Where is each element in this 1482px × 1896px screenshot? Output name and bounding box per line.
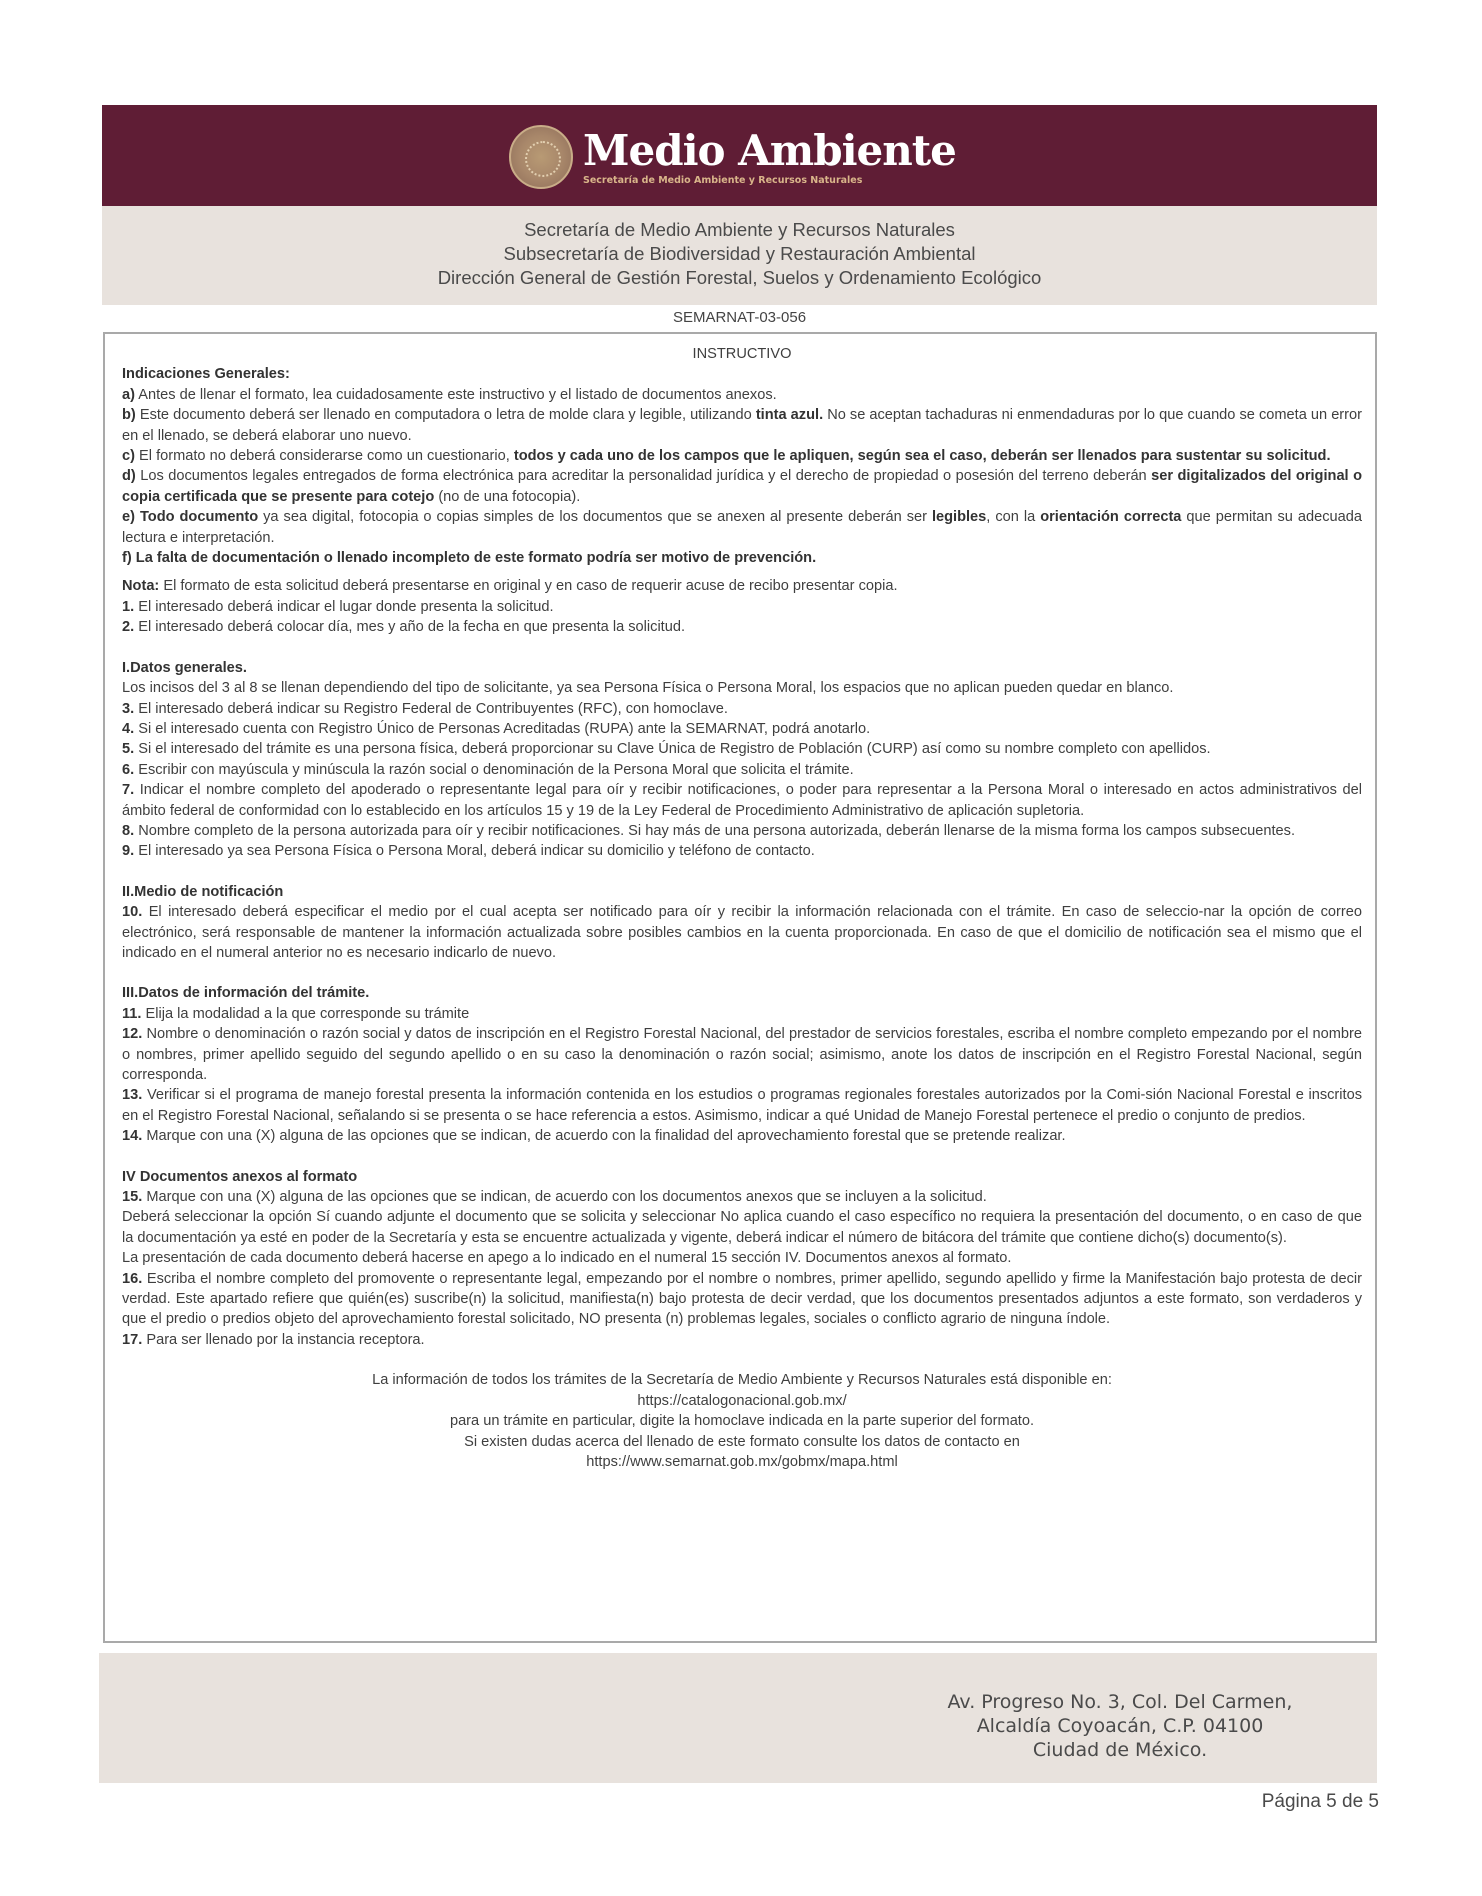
list-item: 10. El interesado deberá especificar el medio por el cual acepta ser notificado para oír y recibir la información relacionada con el trámite. En caso de seleccio-nar la opción de correo electrónico, será responsable de mantener la información actualizada sobre posibles cambios en la cuenta proporcionada. En caso de que el domicilio de notificación sea el mismo que el indicado en el numeral anterior no es necesario indicarlo de nuevo. — [122, 904, 1362, 961]
section4-paragraph: La presentación de cada documento deberá hacerse en apego a lo indicado en el numeral 15 sección IV. Documentos anexos al formato. — [122, 1250, 1012, 1267]
closing-line: Si existen dudas acerca del llenado de este formato consulte los datos de contacto en — [464, 1433, 1020, 1450]
list-item: 1. El interesado deberá indicar el lugar donde presenta la solicitud. — [122, 598, 554, 615]
medio-ambiente-logo — [509, 125, 956, 189]
section-heading-datos-tramite: III.Datos de información del trámite. — [122, 985, 370, 1002]
list-item: 13. Verificar si el programa de manejo forestal presenta la información contenida en los estudios o programas regionales forestales autorizados por la Comi-sión Nacional Forestal e inscritos en el Registro Forestal Nacional, señalando si se presenta o se hace referencia a estos. Asimismo, indicar a qué Unidad de Manejo Forestal pertenece el predio o conjunto de predios. — [122, 1087, 1362, 1124]
catalogo-link[interactable]: https://catalogonacional.gob.mx/ — [637, 1392, 847, 1409]
section-heading-documentos-anexos: IV Documentos anexos al formato — [122, 1168, 358, 1185]
general-item-d: d) Los documentos legales entregados de forma electrónica para acreditar la personalidad jurídica y el derecho de propiedad o posesión del terreno deberán ser digitalizados del original o copia certificada que se presente para cotejo (no de una fotocopia). — [122, 468, 1362, 505]
footer-address — [920, 1690, 1320, 1762]
homoclave: SEMARNAT-03-056 — [672, 309, 807, 326]
list-item: 8. Nombre completo de la persona autorizada para oír y recibir notificaciones. Si hay más de una persona autorizada, deberán llenarse de la misma forma los campos subsecuentes. — [122, 822, 1295, 839]
list-item: 11. Elija la modalidad a la que corresponde su trámite — [122, 1005, 470, 1022]
closing-line: para un trámite en particular, digite la homoclave indicada en la parte superior del formato. — [449, 1413, 1035, 1430]
dept-line-direccion: Dirección General de Gestión Forestal, Suelos y Ordenamiento Ecológico — [437, 267, 1042, 288]
list-item: 9. El interesado ya sea Persona Física o Persona Moral, deberá indicar su domicilio y teléfono de contacto. — [122, 843, 815, 860]
list-item: 3. El interesado deberá indicar su Registro Federal de Contribuyentes (RFC), con homoclave. — [122, 700, 728, 717]
instructivo-title: INSTRUCTIVO — [692, 346, 792, 362]
closing-line: La información de todos los trámites de la Secretaría de Medio Ambiente y Recursos Naturales está disponible en: — [372, 1372, 1112, 1389]
list-item: 6. Escribir con mayúscula y minúscula la razón social o denominación de la Persona Moral que solicita el trámite. — [122, 761, 854, 778]
logo-title: Medio Ambiente — [583, 125, 956, 175]
list-item: 7. Indicar el nombre completo del apoderado o representante legal para oír y recibir notificaciones, o poder para representar a la Persona Moral o interesado en actos administrativos del ámbito federal de conformidad con lo establecido en los artículos 15 y 19 de la Ley Federal de Procedimiento Administrativo de aplicación supletoria. — [122, 782, 1362, 819]
national-seal-icon — [509, 125, 573, 189]
general-item-b: b) Este documento deberá ser llenado en computadora o letra de molde clara y legible, utilizando tinta azul. No se aceptan tachaduras ni enmendaduras por lo que cuando se cometa un error en el llenado, se deberá elaborar uno nuevo. — [122, 407, 1363, 444]
nota: Nota: El formato de esta solicitud deberá presentarse en original y en caso de requerir acuse de recibo presentar copia. — [122, 578, 898, 595]
address-line: Alcaldía Coyoacán, C.P. 04100 — [976, 1715, 1264, 1737]
address-line: Ciudad de México. — [1032, 1739, 1208, 1761]
general-item-e: e) Todo documento ya sea digital, fotocopia o copias simples de los documentos que se anexen al presente deberán ser legibles, con la orientación correcta que permitan su adecuada lectura e interpretación. — [122, 509, 1362, 546]
section-heading-datos-generales: I.Datos generales. — [122, 659, 247, 676]
list-item: 2. El interesado deberá colocar día, mes y año de la fecha en que presenta la solicitud. — [122, 619, 686, 636]
dept-line-secretaria: Secretaría de Medio Ambiente y Recursos Naturales — [524, 219, 955, 240]
page-number: Página 5 de 5 — [1261, 1791, 1379, 1812]
section-heading-medio-notificacion: II.Medio de notificación — [122, 883, 284, 900]
general-heading: Indicaciones Generales: — [122, 366, 290, 383]
section1-intro: Los incisos del 3 al 8 se llenan dependiendo del tipo de solicitante, ya sea Persona Física o Persona Moral, los espacios que no aplican pueden quedar en blanco. — [122, 680, 1174, 697]
logo-subtitle: Secretaría de Medio Ambiente y Recursos Naturales — [583, 174, 863, 186]
general-item-f: f) La falta de documentación o llenado incompleto de este formato podría ser motivo de prevención. — [122, 550, 817, 567]
list-item: 17. Para ser llenado por la instancia receptora. — [122, 1331, 425, 1348]
general-item-a: a) Antes de llenar el formato, lea cuidadosamente este instructivo y el listado de documentos anexos. — [122, 386, 777, 403]
address-line: Av. Progreso No. 3, Col. Del Carmen, — [947, 1691, 1293, 1713]
list-item: 5. Si el interesado del trámite es una persona física, deberá proporcionar su Clave Única de Registro de Población (CURP) así como su nombre completo con apellidos. — [122, 741, 1211, 758]
department-band — [102, 206, 1377, 305]
section4-paragraph: Deberá seleccionar la opción Sí cuando adjunte el documento que se solicita y seleccionar No aplica cuando el caso específico no requiera la presentación del documento, o en caso de que la documentación ya esté en poder de la Secretaría y esta se encuentre actualizada y vigente, deberá indicar el número de bitácora del trámite que contiene dicho(s) documento(s). — [122, 1209, 1362, 1246]
semarnat-mapa-link[interactable]: https://www.semarnat.gob.mx/gobmx/mapa.html — [586, 1453, 898, 1470]
dept-line-subsecretaria: Subsecretaría de Biodiversidad y Restauración Ambiental — [503, 243, 976, 264]
list-item: 15. Marque con una (X) alguna de las opciones que se indican, de acuerdo con los documentos anexos que se incluyen a la solicitud. — [122, 1189, 987, 1206]
list-item: 14. Marque con una (X) alguna de las opciones que se indican, de acuerdo con la finalidad del aprovechamiento forestal que se pretende realizar. — [122, 1128, 1066, 1145]
list-item: 12. Nombre o denominación o razón social y datos de inscripción en el Registro Forestal Nacional, del prestador de servicios forestales, escriba el nombre completo empezando por el nombre o nombres, primer apellido seguido del segundo apellido o en su caso la denominación o razón social; asimismo, anote los datos de inscripción en el Registro Forestal Nacional, según corresponda. — [122, 1026, 1362, 1083]
instructivo-box — [103, 332, 1377, 1643]
closing-info — [122, 1370, 1362, 1472]
general-item-c: c) El formato no deberá considerarse como un cuestionario, todos y cada uno de los campos que le apliquen, según sea el caso, deberán ser llenados para sustentar su solicitud. — [122, 448, 1331, 465]
list-item: 16. Escriba el nombre completo del promovente o representante legal, empezando por el nombre o nombres, primer apellido, segundo apellido y firme la Manifestación bajo protesta de decir verdad. Este apartado refiere que quién(es) suscribe(n) la solicitud, manifiesta(n) bajo protesta de decir verdad, que los documentos presentados adjuntos a este formato, son verdaderos y que el predio o predios objeto del aprovechamiento forestal solicitado, NO presenta (n) problemas legales, sociales o conflicto agrario de ninguna índole. — [122, 1270, 1362, 1328]
list-item: 4. Si el interesado cuenta con Registro Único de Personas Acreditadas (RUPA) ante la SEMARNAT, podrá anotarlo. — [122, 720, 871, 737]
